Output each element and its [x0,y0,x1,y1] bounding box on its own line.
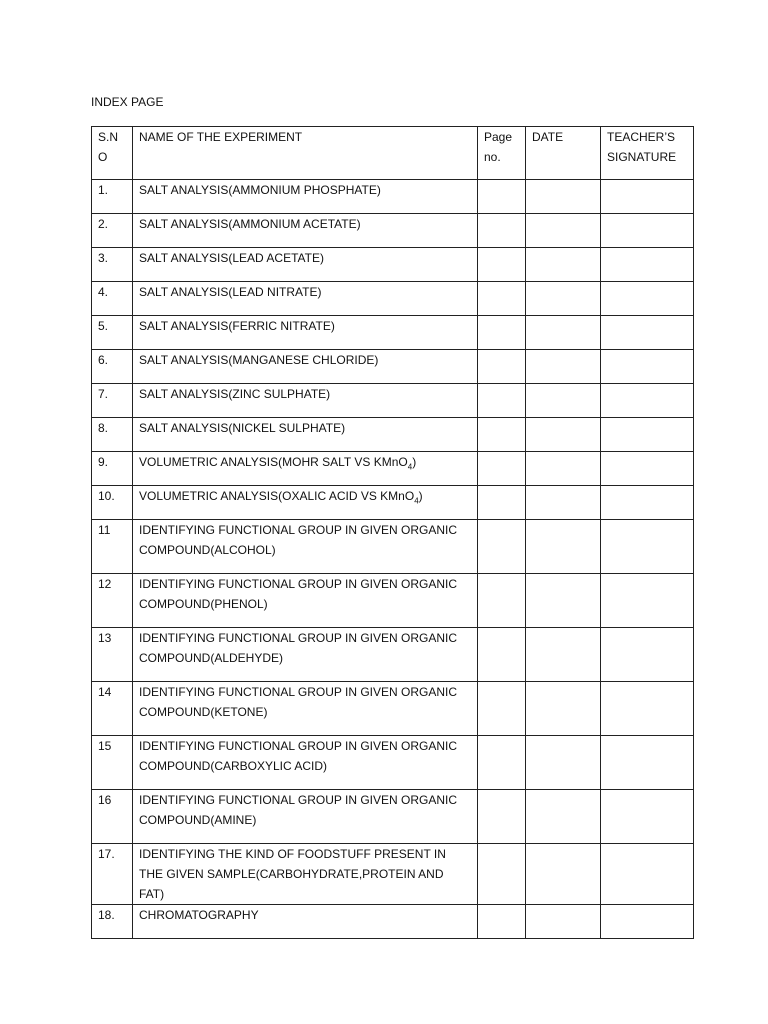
row-sno: 2. [92,214,133,248]
row-signature-cell [601,418,694,452]
row-date-cell [526,282,601,316]
row-experiment-name: IDENTIFYING FUNCTIONAL GROUP IN GIVEN ORGANIC COMPOUND(ALDEHYDE) [133,628,478,682]
row-experiment-name: IDENTIFYING FUNCTIONAL GROUP IN GIVEN ORGANIC COMPOUND(AMINE) [133,790,478,844]
row-signature-cell [601,384,694,418]
row-signature-cell [601,736,694,790]
row-experiment-name: IDENTIFYING FUNCTIONAL GROUP IN GIVEN ORGANIC COMPOUND(PHENOL) [133,574,478,628]
row-experiment-name: CHROMATOGRAPHY [133,905,478,939]
row-page-cell [478,214,526,248]
header-experiment-name: NAME OF THE EXPERIMENT [133,127,478,180]
page-title: INDEX PAGE [91,95,164,109]
table-row [92,790,694,844]
row-date-cell [526,350,601,384]
row-date-cell [526,214,601,248]
row-experiment-name: SALT ANALYSIS(AMMONIUM PHOSPHATE) [133,180,478,214]
table-row [92,682,694,736]
row-experiment-name: SALT ANALYSIS(ZINC SULPHATE) [133,384,478,418]
row-experiment-name: SALT ANALYSIS(LEAD NITRATE) [133,282,478,316]
row-date-cell [526,180,601,214]
row-date-cell [526,790,601,844]
table-row [92,486,694,520]
table-row [92,282,694,316]
row-sno: 9. [92,452,133,486]
row-page-cell [478,180,526,214]
row-experiment-name: SALT ANALYSIS(LEAD ACETATE) [133,248,478,282]
row-date-cell [526,452,601,486]
row-sno: 3. [92,248,133,282]
header-sno: S.N O [92,127,133,180]
row-sno: 11 [92,520,133,574]
table-row [92,736,694,790]
row-date-cell [526,736,601,790]
row-experiment-name: SALT ANALYSIS(AMMONIUM ACETATE) [133,214,478,248]
subscript: 4 [407,462,413,472]
table-row [92,905,694,939]
row-experiment-name: IDENTIFYING FUNCTIONAL GROUP IN GIVEN ORGANIC COMPOUND(KETONE) [133,682,478,736]
header-row [92,127,694,180]
row-date-cell [526,520,601,574]
row-date-cell [526,628,601,682]
row-page-cell [478,350,526,384]
row-page-cell [478,486,526,520]
row-date-cell [526,682,601,736]
header-page-no: Page no. [478,127,526,180]
row-signature-cell [601,844,694,905]
table-row [92,214,694,248]
row-signature-cell [601,790,694,844]
name-text: VOLUMETRIC ANALYSIS(MOHR SALT VS KMnO [139,455,408,469]
name-text-suffix: ) [418,489,423,503]
row-sno: 12 [92,574,133,628]
row-sno: 17. [92,844,133,905]
table-row [92,452,694,486]
row-page-cell [478,520,526,574]
row-experiment-name: SALT ANALYSIS(FERRIC NITRATE) [133,316,478,350]
row-experiment-name [133,452,478,486]
row-signature-cell [601,628,694,682]
row-sno: 13 [92,628,133,682]
row-page-cell [478,418,526,452]
row-date-cell [526,384,601,418]
row-signature-cell [601,682,694,736]
row-sno: 8. [92,418,133,452]
table-row [92,180,694,214]
row-date-cell [526,905,601,939]
row-sno: 16 [92,790,133,844]
row-signature-cell [601,180,694,214]
row-experiment-name: SALT ANALYSIS(MANGANESE CHLORIDE) [133,350,478,384]
row-page-cell [478,682,526,736]
row-sno: 15 [92,736,133,790]
row-page-cell [478,736,526,790]
table-row [92,628,694,682]
row-page-cell [478,790,526,844]
row-experiment-name: IDENTIFYING FUNCTIONAL GROUP IN GIVEN ORGANIC COMPOUND(CARBOXYLIC ACID) [133,736,478,790]
row-signature-cell [601,486,694,520]
row-date-cell [526,486,601,520]
table-row [92,316,694,350]
table-row [92,520,694,574]
row-date-cell [526,248,601,282]
row-sno: 1. [92,180,133,214]
row-page-cell [478,316,526,350]
row-page-cell [478,628,526,682]
row-page-cell [478,282,526,316]
row-experiment-name: SALT ANALYSIS(NICKEL SULPHATE) [133,418,478,452]
row-page-cell [478,452,526,486]
row-signature-cell [601,350,694,384]
row-signature-cell [601,520,694,574]
row-experiment-name: IDENTIFYING THE KIND OF FOODSTUFF PRESENT IN THE GIVEN SAMPLE(CARBOHYDRATE,PROTEIN AND FAT) [133,844,478,905]
table-row [92,384,694,418]
table-row [92,574,694,628]
row-signature-cell [601,574,694,628]
table-row [92,350,694,384]
table-row [92,418,694,452]
row-sno: 7. [92,384,133,418]
row-page-cell [478,384,526,418]
index-table [91,126,694,939]
row-sno: 4. [92,282,133,316]
row-signature-cell [601,452,694,486]
row-signature-cell [601,214,694,248]
row-signature-cell [601,905,694,939]
header-date: DATE [526,127,601,180]
row-signature-cell [601,282,694,316]
row-date-cell [526,316,601,350]
row-page-cell [478,574,526,628]
row-page-cell [478,248,526,282]
name-text: VOLUMETRIC ANALYSIS(OXALIC ACID VS KMnO [139,489,415,503]
header-teacher-signature: TEACHER’S SIGNATURE [601,127,694,180]
row-date-cell [526,418,601,452]
row-sno: 6. [92,350,133,384]
subscript: 4 [414,496,419,506]
row-sno: 18. [92,905,133,939]
row-page-cell [478,844,526,905]
table-row [92,248,694,282]
row-signature-cell [601,316,694,350]
row-sno: 10. [92,486,133,520]
row-page-cell [478,905,526,939]
row-experiment-name: IDENTIFYING FUNCTIONAL GROUP IN GIVEN ORGANIC COMPOUND(ALCOHOL) [133,520,478,574]
row-sno: 14 [92,682,133,736]
row-signature-cell [601,248,694,282]
row-date-cell [526,574,601,628]
row-date-cell [526,844,601,905]
table-row [92,844,694,905]
row-sno: 5. [92,316,133,350]
row-experiment-name [133,486,478,520]
name-text-suffix: ) [412,455,417,469]
